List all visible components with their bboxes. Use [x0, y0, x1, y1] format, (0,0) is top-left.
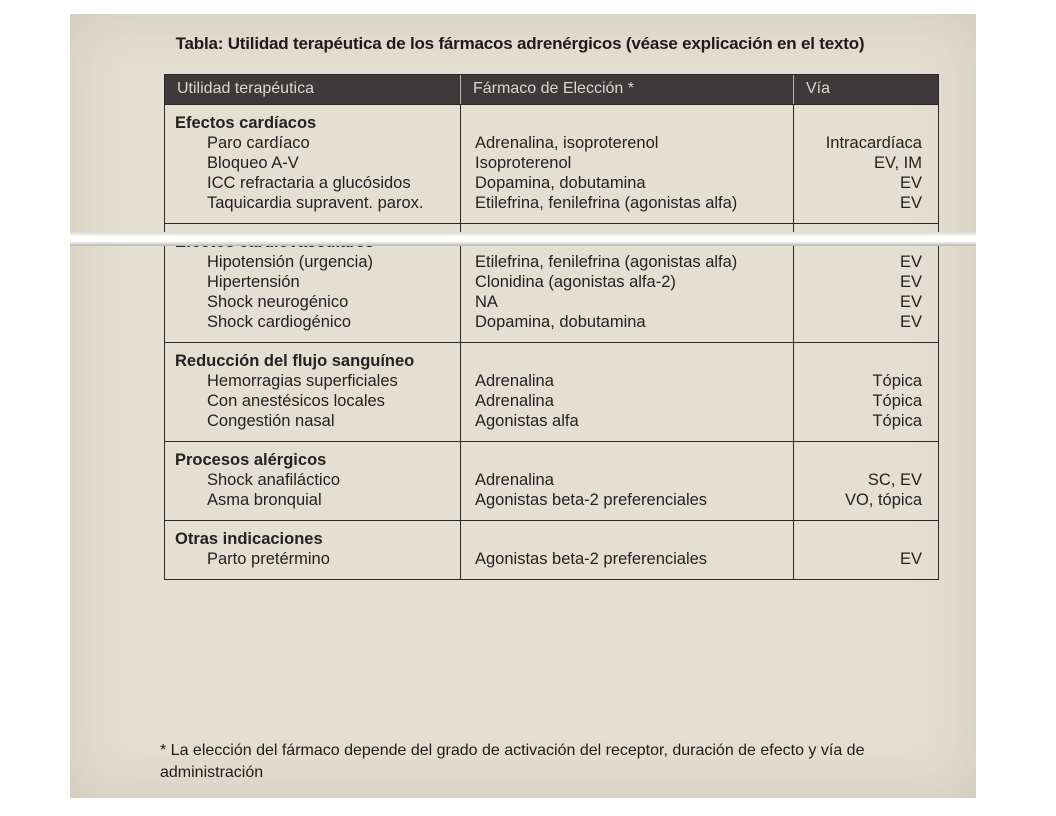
table-section	[165, 342, 938, 441]
use-column	[165, 521, 460, 579]
therapeutic-use-cell: Paro cardíaco	[207, 134, 310, 152]
route-cell: EV	[899, 194, 922, 212]
therapeutic-use-cell: Con anestésicos locales	[207, 392, 385, 410]
section-title: Otras indicaciones	[175, 530, 323, 548]
table-section	[165, 441, 938, 520]
drug-column	[460, 343, 793, 441]
table-section	[165, 520, 938, 579]
header-drug-of-choice: Fármaco de Elección *	[460, 75, 793, 104]
therapeutic-use-cell: Hipertensión	[207, 273, 300, 291]
route-cell: Tópica	[872, 392, 922, 410]
use-column	[165, 442, 460, 520]
therapeutic-use-cell: Parto pretérmino	[207, 550, 330, 568]
therapeutic-use-cell: Asma bronquial	[207, 491, 322, 509]
route-column	[793, 105, 938, 223]
therapeutic-use-cell: ICC refractaria a glucósidos	[207, 174, 411, 192]
drug-table	[164, 74, 939, 580]
spacer	[794, 113, 922, 133]
route-cell: Tópica	[872, 412, 922, 430]
spacer	[794, 529, 922, 549]
drug-cell: Agonistas alfa	[475, 412, 579, 430]
route-cell: EV	[899, 293, 922, 311]
drug-cell: Agonistas beta-2 preferenciales	[475, 491, 708, 509]
table-body	[165, 104, 938, 579]
table-section	[165, 104, 938, 223]
spacer	[475, 529, 793, 549]
therapeutic-use-cell: Bloqueo A-V	[207, 154, 299, 172]
route-cell: EV	[899, 273, 922, 291]
spacer	[475, 450, 793, 470]
header-route: Vía	[793, 75, 938, 104]
header-therapeutic-use: Utilidad terapéutica	[177, 80, 314, 97]
drug-cell: Etilefrina, fenilefrina (agonistas alfa)	[475, 253, 738, 271]
drug-cell: Adrenalina	[475, 471, 554, 489]
table-header	[165, 75, 938, 104]
route-cell: EV	[899, 174, 922, 192]
therapeutic-use-cell: Taquicardia supravent. parox.	[207, 194, 424, 212]
route-cell: EV	[899, 253, 922, 271]
scan-fold-line	[70, 232, 976, 246]
route-cell: EV	[899, 550, 922, 568]
drug-cell: Agonistas beta-2 preferenciales	[475, 550, 708, 568]
route-column	[793, 521, 938, 579]
therapeutic-use-cell: Hipotensión (urgencia)	[207, 253, 374, 271]
drug-cell: Dopamina, dobutamina	[475, 174, 646, 192]
use-column	[165, 343, 460, 441]
route-cell: VO, tópica	[844, 491, 922, 509]
therapeutic-use-cell: Congestión nasal	[207, 412, 335, 430]
therapeutic-use-cell: Hemorragias superficiales	[207, 372, 398, 390]
spacer	[794, 450, 922, 470]
table-title: Tabla: Utilidad terapéutica de los fármacos adrenérgicos (véase explicación en el texto)	[175, 34, 865, 53]
route-cell: EV, IM	[874, 154, 922, 172]
route-cell: EV	[899, 313, 922, 331]
section-title: Reducción del flujo sanguíneo	[175, 352, 415, 370]
drug-column	[460, 521, 793, 579]
drug-cell: Clonidina (agonistas alfa-2)	[475, 273, 676, 291]
drug-column	[460, 442, 793, 520]
section-title: Efectos cardíacos	[175, 114, 317, 132]
footnote: * La elección del fármaco depende del grado de activación del receptor, duración de efecto y vía de administración	[160, 742, 865, 781]
route-cell: Intracardíaca	[825, 134, 922, 152]
drug-cell: NA	[475, 293, 498, 311]
use-column	[165, 105, 460, 223]
therapeutic-use-cell: Shock anafiláctico	[207, 471, 340, 489]
drug-cell: Adrenalina, isoproterenol	[475, 134, 659, 152]
section-title: Procesos alérgicos	[175, 451, 327, 469]
drug-cell: Etilefrina, fenilefrina (agonistas alfa)	[475, 194, 738, 212]
spacer	[475, 113, 793, 133]
route-column	[793, 442, 938, 520]
spacer	[475, 351, 793, 371]
therapeutic-use-cell: Shock cardiogénico	[207, 313, 352, 331]
drug-cell: Dopamina, dobutamina	[475, 313, 646, 331]
drug-column	[460, 105, 793, 223]
route-cell: SC, EV	[867, 471, 922, 489]
drug-cell: Adrenalina	[475, 372, 554, 390]
drug-cell: Adrenalina	[475, 392, 554, 410]
spacer	[794, 351, 922, 371]
drug-cell: Isoproterenol	[475, 154, 572, 172]
therapeutic-use-cell: Shock neurogénico	[207, 293, 349, 311]
route-cell: Tópica	[872, 372, 922, 390]
route-column	[793, 343, 938, 441]
